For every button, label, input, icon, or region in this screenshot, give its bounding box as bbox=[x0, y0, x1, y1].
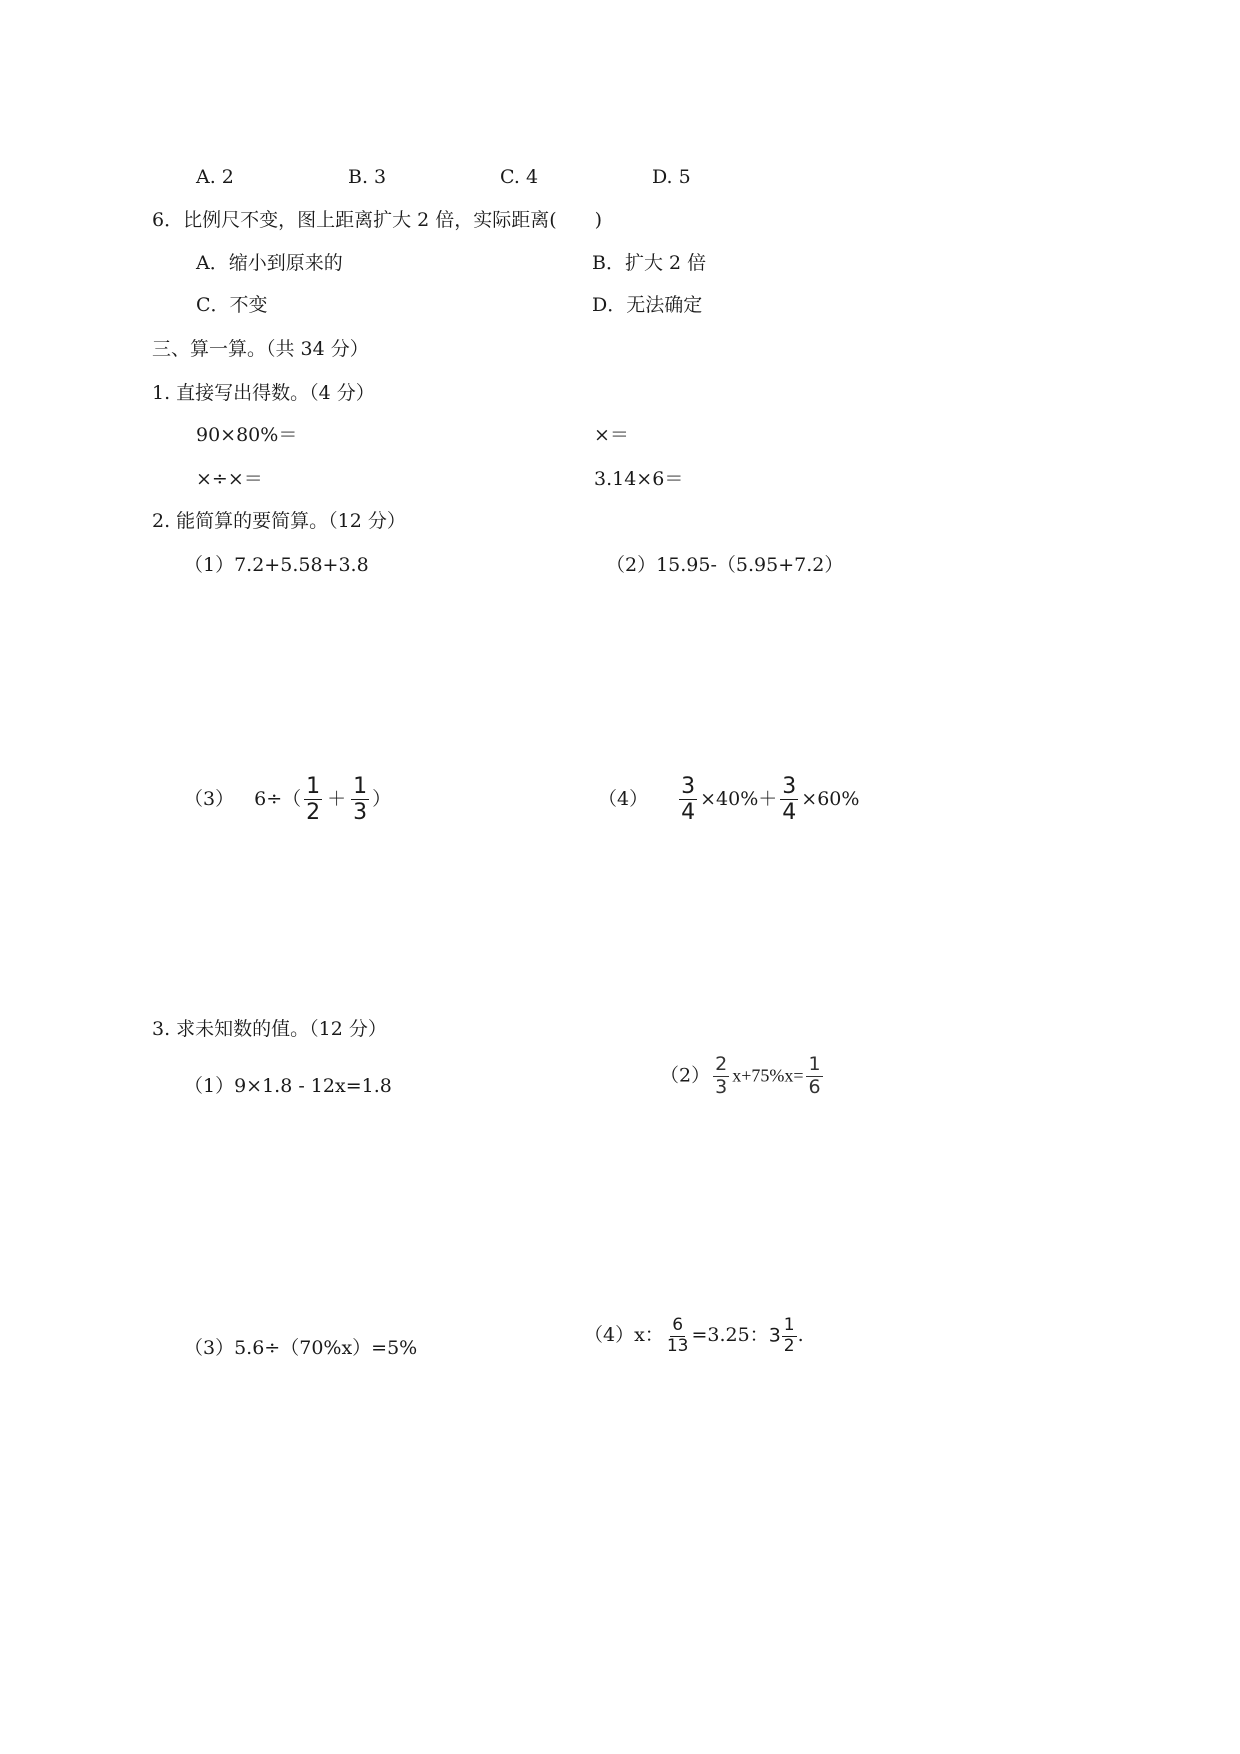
part1-item-2: ×＝ bbox=[594, 424, 629, 446]
part3-equation-4 bbox=[584, 1316, 804, 1356]
mixed-number-whole: 3 bbox=[768, 1324, 781, 1347]
fraction bbox=[713, 1054, 729, 1099]
part3-equation-4-tail: . bbox=[797, 1324, 804, 1347]
denominator: 2 bbox=[783, 1335, 795, 1356]
part2-problem-4-label: （4） bbox=[598, 787, 649, 810]
part2-problem-4-mid: ×40%＋ bbox=[700, 787, 778, 810]
part3-equation-2 bbox=[660, 1054, 826, 1099]
denominator: 3 bbox=[353, 800, 368, 826]
part2-problem-1: （1）7.2+5.58+3.8 bbox=[184, 554, 369, 576]
fraction bbox=[806, 1054, 822, 1099]
q6-option-a: A．缩小到原来的 bbox=[196, 252, 343, 274]
close-paren: ） bbox=[372, 787, 392, 810]
numerator: 2 bbox=[715, 1053, 728, 1075]
fraction bbox=[665, 1316, 691, 1356]
denominator: 6 bbox=[808, 1075, 821, 1098]
numerator: 3 bbox=[782, 774, 797, 799]
denominator: 3 bbox=[715, 1075, 728, 1098]
part2-problem-2: （2）15.95-（5.95+7.2） bbox=[606, 554, 844, 576]
fraction bbox=[782, 1316, 797, 1356]
part3-title: 3. 求未知数的值。（12 分） bbox=[152, 1018, 387, 1040]
part3-equation-2-label: （2） bbox=[660, 1064, 711, 1087]
denominator: 4 bbox=[681, 800, 696, 826]
part1-item-1: 90×80%＝ bbox=[196, 424, 298, 446]
q6-stem: 6．比例尺不变，图上距离扩大 2 倍，实际距离( ) bbox=[152, 209, 603, 231]
part2-problem-3-label: （3） bbox=[184, 787, 235, 810]
q6-option-d: D．无法确定 bbox=[592, 294, 703, 316]
numerator: 6 bbox=[672, 1315, 684, 1335]
part3-equation-3: （3）5.6÷（70%x）=5% bbox=[184, 1337, 418, 1359]
q5-option-c: C. 4 bbox=[500, 166, 539, 188]
part1-item-4: 3.14×6＝ bbox=[594, 468, 684, 490]
numerator: 1 bbox=[783, 1315, 795, 1335]
part3-equation-1: （1）9×1.8 - 12x=1.8 bbox=[184, 1075, 392, 1097]
numerator: 3 bbox=[681, 774, 696, 799]
part1-title: 1. 直接写出得数。（4 分） bbox=[152, 382, 375, 404]
part3-equation-4-label: （4）x： bbox=[584, 1324, 664, 1347]
numerator: 1 bbox=[353, 774, 368, 799]
denominator: 4 bbox=[782, 800, 797, 826]
q5-option-a: A. 2 bbox=[196, 166, 234, 188]
q6-option-c: C．不变 bbox=[196, 294, 268, 316]
part1-item-3: ×÷×＝ bbox=[196, 468, 263, 490]
numerator: 1 bbox=[808, 1053, 821, 1075]
part2-title: 2. 能简算的要简算。（12 分） bbox=[152, 510, 406, 532]
fraction bbox=[780, 774, 798, 826]
fraction bbox=[679, 774, 697, 826]
section-title: 三、算一算。（共 34 分） bbox=[152, 338, 369, 360]
part3-equation-4-mid: =3.25： bbox=[691, 1324, 769, 1347]
fraction bbox=[304, 774, 322, 826]
part2-problem-3-lead: 6÷（ bbox=[254, 787, 302, 810]
plus-sign: ＋ bbox=[327, 787, 347, 810]
denominator: 13 bbox=[666, 1335, 689, 1356]
numerator: 1 bbox=[306, 774, 321, 799]
part2-problem-4-tail: ×60% bbox=[801, 787, 860, 810]
fraction bbox=[351, 774, 369, 826]
part2-problem-3 bbox=[184, 774, 391, 826]
denominator: 2 bbox=[306, 800, 321, 826]
q6-option-b: B．扩大 2 倍 bbox=[592, 252, 707, 274]
q5-option-d: D. 5 bbox=[652, 166, 691, 188]
q5-option-b: B. 3 bbox=[348, 166, 387, 188]
part3-equation-2-mid: x+75%x= bbox=[732, 1065, 804, 1086]
part2-problem-4 bbox=[598, 774, 859, 826]
